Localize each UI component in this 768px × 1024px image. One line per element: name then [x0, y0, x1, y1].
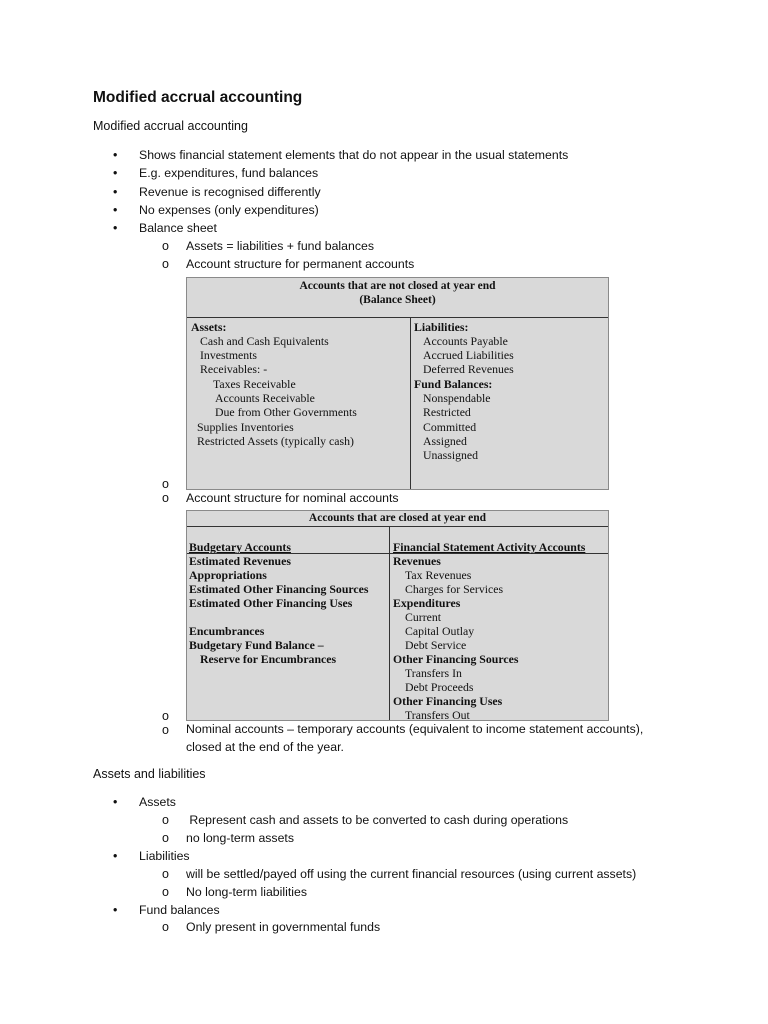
table-cell: Appropriations	[189, 568, 267, 582]
table-cell: Other Financing Sources	[393, 652, 519, 666]
table-divider	[187, 317, 608, 318]
sub-bullet-icon: o	[162, 239, 169, 253]
bullet-icon: •	[113, 203, 118, 217]
sub-bullet-icon: o	[162, 257, 169, 271]
table-cell: Capital Outlay	[405, 624, 475, 638]
table-cell: Debt Service	[405, 638, 467, 652]
table-cell: Debt Proceeds	[405, 680, 474, 694]
subtitle: Modified accrual accounting	[93, 119, 248, 133]
sub-bullet-text: closed at the end of the year.	[186, 740, 344, 754]
sub-bullet-icon: o	[162, 813, 169, 827]
sub-bullet-text: no long-term assets	[186, 831, 294, 845]
bullet-icon: •	[113, 185, 118, 199]
table-cell: Other Financing Uses	[393, 694, 503, 708]
sub-bullet-text: Assets = liabilities + fund balances	[186, 239, 374, 253]
table-cell: Estimated Other Financing Uses	[189, 596, 353, 610]
table-cell: Due from Other Governments	[215, 405, 357, 419]
table-cell: Encumbrances	[189, 624, 265, 638]
bullet-icon: •	[113, 795, 118, 809]
table-cell: Committed	[423, 420, 477, 434]
bullet-text: Shows financial statement elements that do not appear in the usual statements	[139, 148, 569, 162]
table-cell: Restricted Assets (typically cash)	[197, 434, 354, 448]
sub-bullet-icon: o	[162, 831, 169, 845]
sub-bullet-icon: o	[162, 920, 169, 934]
table-cell: Liabilities:	[414, 320, 469, 334]
table-cell: Taxes Receivable	[213, 377, 296, 391]
bullet-text: Revenue is recognised differently	[139, 185, 321, 199]
table-cell: Supplies Inventories	[197, 420, 294, 434]
bullet-icon: •	[113, 903, 118, 917]
table-cell: Transfers Out	[405, 708, 470, 722]
sub-bullet-icon: o	[162, 491, 169, 505]
bullet-text: Liabilities	[139, 849, 190, 863]
sub-bullet-icon: o	[162, 709, 169, 723]
table-cell: Estimated Other Financing Sources	[189, 582, 369, 596]
table-cell: Nonspendable	[423, 391, 491, 405]
sub-bullet-text: Account structure for permanent accounts	[186, 257, 415, 271]
sub-bullet-icon: o	[162, 723, 169, 737]
table-cell: Accounts Payable	[423, 334, 508, 348]
table-cell: Deferred Revenues	[423, 362, 514, 376]
table-cell: Cash and Cash Equivalents	[200, 334, 329, 348]
sub-bullet-text: Account structure for nominal accounts	[186, 491, 399, 505]
table-cell: Revenues	[393, 554, 441, 568]
permanent-accounts-table	[186, 277, 609, 490]
bullet-icon: •	[113, 221, 118, 235]
sub-bullet-text: will be settled/payed off using the current financial resources (using current assets)	[186, 867, 637, 881]
table-cell: Tax Revenues	[405, 568, 472, 582]
bullet-text: Balance sheet	[139, 221, 217, 235]
table-cell: Restricted	[423, 405, 471, 419]
table-divider	[410, 317, 411, 489]
bullet-text: No expenses (only expenditures)	[139, 203, 319, 217]
bullet-icon: •	[113, 148, 118, 162]
table-header: Budgetary Accounts	[189, 540, 291, 554]
bullet-text: Fund balances	[139, 903, 220, 917]
table-divider	[187, 526, 608, 527]
table-caption: (Balance Sheet)	[359, 294, 436, 306]
sub-bullet-icon: o	[162, 477, 169, 491]
bullet-text: E.g. expenditures, fund balances	[139, 166, 319, 180]
table-cell: Fund Balances:	[414, 377, 493, 391]
table-cell: Current	[405, 610, 442, 624]
section-heading: Assets and liabilities	[93, 767, 206, 781]
bullet-text: Assets	[139, 795, 176, 809]
sub-bullet-icon: o	[162, 885, 169, 899]
sub-bullet-text: Only present in governmental funds	[186, 920, 381, 934]
page-title: Modified accrual accounting	[93, 89, 303, 106]
table-cell: Assigned	[423, 434, 467, 448]
table-cell: Reserve for Encumbrances	[200, 652, 337, 666]
table-cell: Budgetary Fund Balance –	[189, 638, 324, 652]
table-cell: Receivables: -	[200, 362, 268, 376]
table-cell: Charges for Services	[405, 582, 504, 596]
table-header: Financial Statement Activity Accounts	[393, 540, 586, 554]
table-cell: Accounts Receivable	[215, 391, 315, 405]
table-cell: Transfers In	[405, 666, 462, 680]
nominal-accounts-table	[186, 510, 609, 721]
table-caption: Accounts that are closed at year end	[308, 512, 487, 524]
table-caption: Accounts that are not closed at year end	[299, 280, 496, 292]
table-cell: Assets:	[191, 320, 227, 334]
sub-bullet-icon: o	[162, 867, 169, 881]
sub-bullet-text: Nominal accounts – temporary accounts (equivalent to income statement accounts),	[186, 722, 644, 736]
sub-bullet-text: No long-term liabilities	[186, 885, 307, 899]
sub-bullet-text: Represent cash and assets to be converted to cash during operations	[186, 813, 569, 827]
table-cell: Unassigned	[423, 448, 479, 462]
table-cell: Expenditures	[393, 596, 461, 610]
bullet-icon: •	[113, 166, 118, 180]
table-cell: Investments	[200, 348, 258, 362]
bullet-icon: •	[113, 849, 118, 863]
table-cell: Accrued Liabilities	[423, 348, 514, 362]
table-cell: Estimated Revenues	[189, 554, 291, 568]
table-divider	[389, 526, 390, 720]
